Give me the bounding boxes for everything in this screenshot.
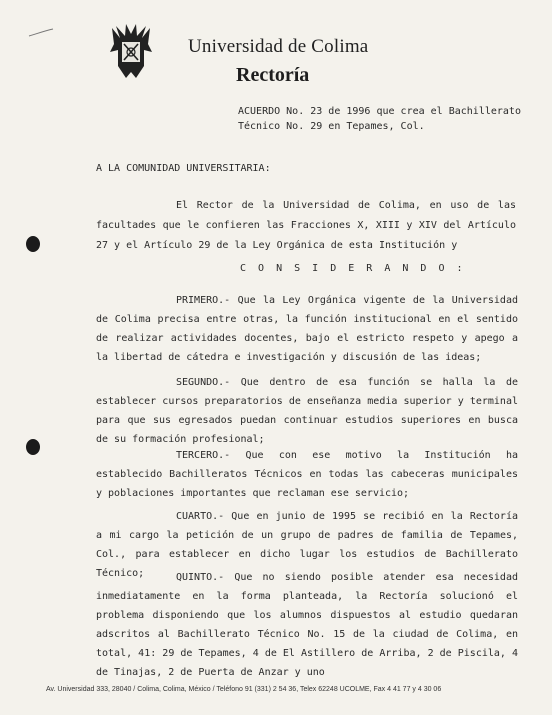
paragraph-tercero <box>96 446 518 503</box>
university-name: Universidad de Colima <box>188 36 369 57</box>
office-title: Rectoría <box>236 64 310 86</box>
punch-hole-icon <box>26 236 40 252</box>
paragraph-text: Que no siendo posible atender esa necesidad inmediatamente en la forma planteada, la Rectoría solucionó el problema disponiendo que los alumnos dispuestos al estudio quedaran adscritos al Bachillerato Técnico No. 15 de la ciudad de Colima, en total, 41: 29 de Tepames, 4 de El Astillero de Arriba, 2 de Piscila, 4 de Tinajas, 2 de Puerta de Anzar y uno <box>96 572 518 678</box>
paragraph-label: CUARTO.- <box>176 511 225 522</box>
paragraph-quinto <box>96 568 518 682</box>
intro-text: El Rector de la Universidad de Colima, en uso de las facultades que le confieren las Fracciones X, XIII y XIV del Artículo 27 y el Artículo 29 de la Ley Orgánica de esta Institución y <box>96 200 516 251</box>
paragraph-label: PRIMERO.- <box>176 295 231 306</box>
subject-line-1: ACUERDO No. 23 de 1996 que crea el Bachillerato <box>238 106 521 117</box>
paragraph-segundo <box>96 373 518 449</box>
agreement-subject <box>238 104 521 134</box>
paragraph-text: Que la Ley Orgánica vigente de la Universidad de Colima precisa entre otras, la función institucional en el sentido de realizar actividades docentes, bajo el estricto respeto y apego a la libertad de cátedra e investigación y discusión de las ideas; <box>96 295 518 363</box>
paragraph-label: TERCERO.- <box>176 450 231 461</box>
addressee: A LA COMUNIDAD UNIVERSITARIA: <box>96 163 271 174</box>
punch-hole-icon <box>26 439 40 455</box>
paragraph-primero <box>96 291 518 367</box>
paragraph-label: SEGUNDO.- <box>176 377 231 388</box>
pen-mark <box>28 28 54 38</box>
footer-address: Av. Universidad 333, 28040 / Colima, Colima, México / Teléfono 91 (331) 2 54 36, Telex 62248 UCOLME, Fax 4 41 77 y 4 30 06 <box>46 686 442 693</box>
considerando-heading: C O N S I D E R A N D O : <box>240 263 466 274</box>
subject-line-2: Técnico No. 29 en Tepames, Col. <box>238 121 425 132</box>
university-crest-icon <box>106 22 156 82</box>
intro-paragraph <box>96 196 516 256</box>
paragraph-text: Que dentro de esa función se halla la de establecer cursos preparatorios de enseñanza media superior y terminal para que sus egresados puedan continuar estudios superiores en busca de su formación profesional; <box>96 377 518 445</box>
paragraph-text: Que con ese motivo la Institución ha establecido Bachilleratos Técnicos en todas las cabeceras municipales y poblaciones importantes que reclaman ese servicio; <box>96 450 518 499</box>
paragraph-label: QUINTO.- <box>176 572 225 583</box>
paragraph-text: Que en junio de 1995 se recibió en la Rectoría a mi cargo la petición de un grupo de padres de familia de Tepames, Col., para establecer en dicho lugar los estudios de Bachillerato Técnico; <box>96 511 518 579</box>
